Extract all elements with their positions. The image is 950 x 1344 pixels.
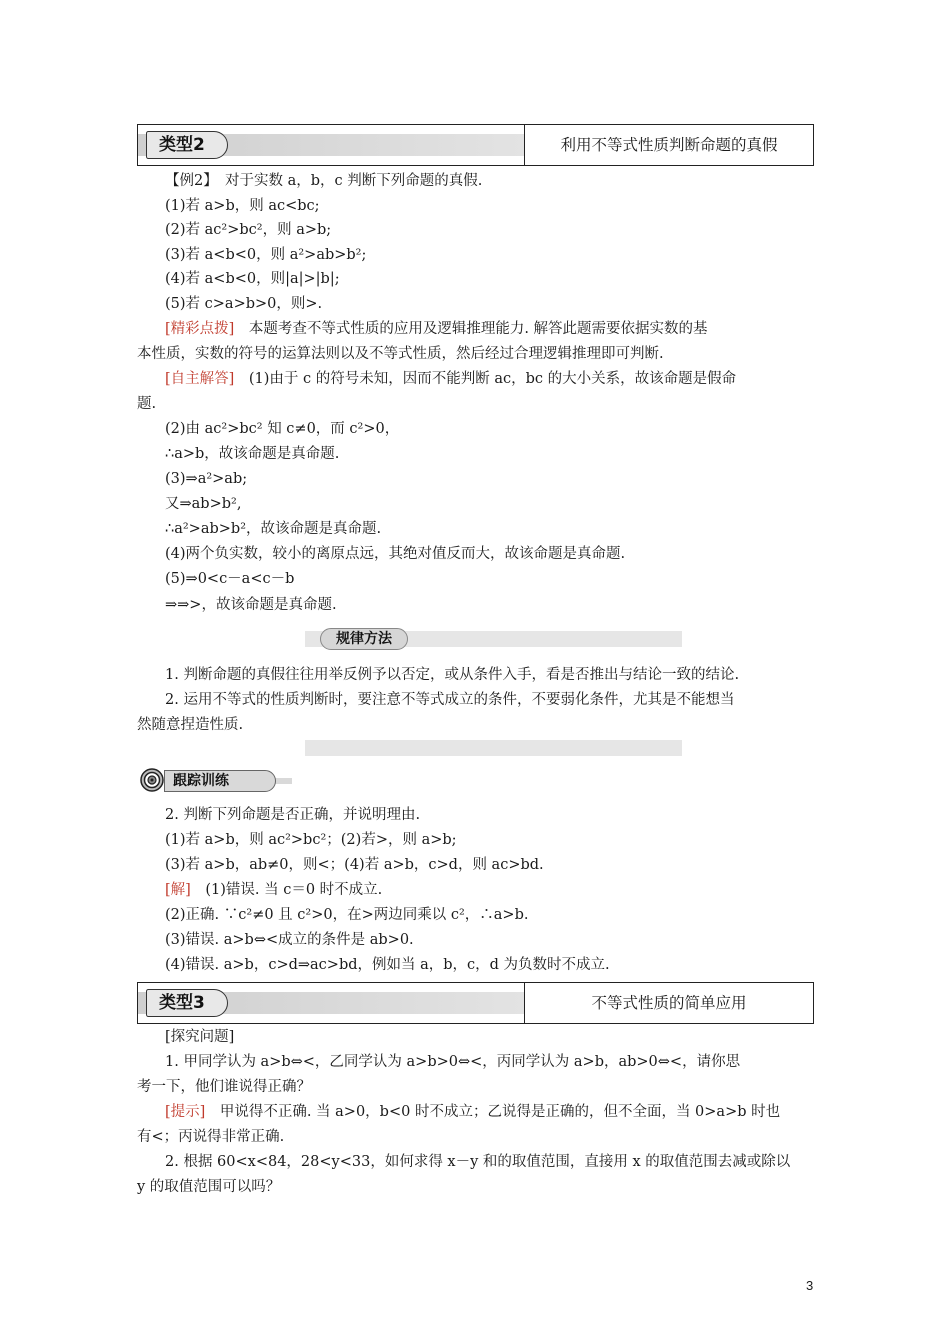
solution-step: (4)两个负实数，较小的离原点远，其绝对值反而大，故该命题是真命题. bbox=[165, 546, 626, 562]
training-q2: (3)若 a>b，ab≠0，则<；(4)若 a>b，c>d，则 ac>bd. bbox=[165, 857, 544, 873]
explore-title: [探究问题] bbox=[165, 1029, 235, 1045]
example-item-5: (5)若 c>a>b>0，则>. bbox=[165, 296, 323, 312]
solution-step: ⇒⇒>，故该命题是真命题. bbox=[165, 597, 337, 613]
training-answer-1 bbox=[165, 879, 382, 901]
solution-step: (5)⇒0<c－a<c－b bbox=[165, 571, 295, 587]
example-item-1: (1)若 a>b，则 ac<bc; bbox=[165, 198, 320, 214]
explore-q1-line-1: 1. 甲同学认为 a>b⇔<，乙同学认为 a>b>0⇔<，丙同学认为 a>b，ab>0⇔<，请你思 bbox=[165, 1054, 741, 1070]
training-answer-4: (4)错误. a>b，c>d⇒ac>bd，例如当 a，b，c，d 为负数时不成立. bbox=[165, 957, 610, 973]
solution-line-1 bbox=[165, 368, 736, 390]
training-q1: (1)若 a>b，则 ac²>bc²；(2)若>，则 a>b; bbox=[165, 832, 457, 848]
solution-step: 又⇒ab>b², bbox=[165, 496, 242, 512]
type3-badge: 类型3 bbox=[146, 989, 228, 1017]
training-question: 2. 判断下列命题是否正确，并说明理由. bbox=[165, 807, 421, 823]
method-point-1: 1. 判断命题的真假往往用举反例予以否定，或从条件入手，看是否推出与结论一致的结论. bbox=[165, 667, 740, 683]
hint-line-1 bbox=[165, 318, 708, 340]
type3-heading: 不等式性质的简单应用 bbox=[591, 994, 747, 1012]
method-point-2a: 2. 运用不等式的性质判断时，要注意不等式成立的条件，不要弱化条件，尤其是不能想当 bbox=[165, 692, 735, 708]
hint-text-1: 本题考查不等式性质的应用及逻辑推理能力. 解答此题需要依据实数的基 bbox=[234, 321, 708, 337]
training-header bbox=[140, 768, 290, 794]
method-label: 规律方法 bbox=[320, 628, 408, 650]
solution-step: (3)⇒a²>ab; bbox=[165, 471, 248, 487]
explore-tip-line-2: 有<；丙说得非常正确. bbox=[137, 1129, 285, 1145]
training-answer-2: (2)正确. ∵c²≠0 且 c²>0，在>两边同乘以 c²，∴a>b. bbox=[165, 907, 529, 923]
answer-text-1: (1)错误. 当 c＝0 时不成立. bbox=[190, 882, 383, 898]
tip-tag: [提示] bbox=[165, 1104, 206, 1120]
solution-tag: [自主解答] bbox=[165, 371, 235, 387]
solution-text-1: (1)由于 c 的符号未知，因而不能判断 ac，bc 的大小关系，故该命题是假命 bbox=[234, 371, 737, 387]
page-number: 3 bbox=[806, 1278, 814, 1293]
method-band-bottom bbox=[305, 740, 682, 756]
type2-header bbox=[137, 124, 814, 166]
type2-heading: 利用不等式性质判断命题的真假 bbox=[560, 136, 778, 154]
type3-header bbox=[137, 982, 814, 1024]
hint-tag: [精彩点拨] bbox=[165, 321, 235, 337]
example-item-3: (3)若 a<b<0，则 a²>ab>b²; bbox=[165, 247, 367, 263]
training-answer-3: (3)错误. a>b⇔<成立的条件是 ab>0. bbox=[165, 932, 414, 948]
hint-line-2: 本性质，实数的符号的运算法则以及不等式性质，然后经过合理逻辑推理即可判断. bbox=[137, 346, 664, 362]
method-point-2b: 然随意捏造性质. bbox=[137, 717, 244, 733]
explore-q1-line-2: 考一下，他们谁说得正确？ bbox=[137, 1079, 311, 1095]
explore-q2-line-1: 2. 根据 60<x<84，28<y<33，如何求得 x－y 和的取值范围，直接用 x 的取值范围去减或除以 bbox=[165, 1154, 791, 1170]
solution-step: ∴a>b，故该命题是真命题. bbox=[165, 446, 340, 462]
type2-badge: 类型2 bbox=[146, 131, 228, 159]
solution-line-2: 题. bbox=[137, 396, 157, 412]
tip-text-1: 甲说得不正确. 当 a>0，b<0 时不成立；乙说得是正确的，但不全面，当 0>a>b 时也 bbox=[205, 1104, 781, 1120]
explore-q2-line-2: y 的取值范围可以吗？ bbox=[137, 1179, 281, 1195]
answer-tag: [解] bbox=[165, 882, 191, 898]
target-icon bbox=[140, 768, 164, 792]
training-label: 跟踪训练 bbox=[164, 770, 276, 792]
solution-step: (2)由 ac²>bc² 知 c≠0，而 c²>0， bbox=[165, 421, 400, 437]
example-item-2: (2)若 ac²>bc²，则 a>b; bbox=[165, 222, 332, 238]
example-item-4: (4)若 a<b<0，则|a|>|b|; bbox=[165, 271, 340, 287]
example-title: 【例2】 对于实数 a，b，c 判断下列命题的真假. bbox=[165, 173, 483, 189]
solution-step: ∴a²>ab>b²，故该命题是真命题. bbox=[165, 521, 382, 537]
explore-tip-line-1 bbox=[165, 1101, 780, 1123]
